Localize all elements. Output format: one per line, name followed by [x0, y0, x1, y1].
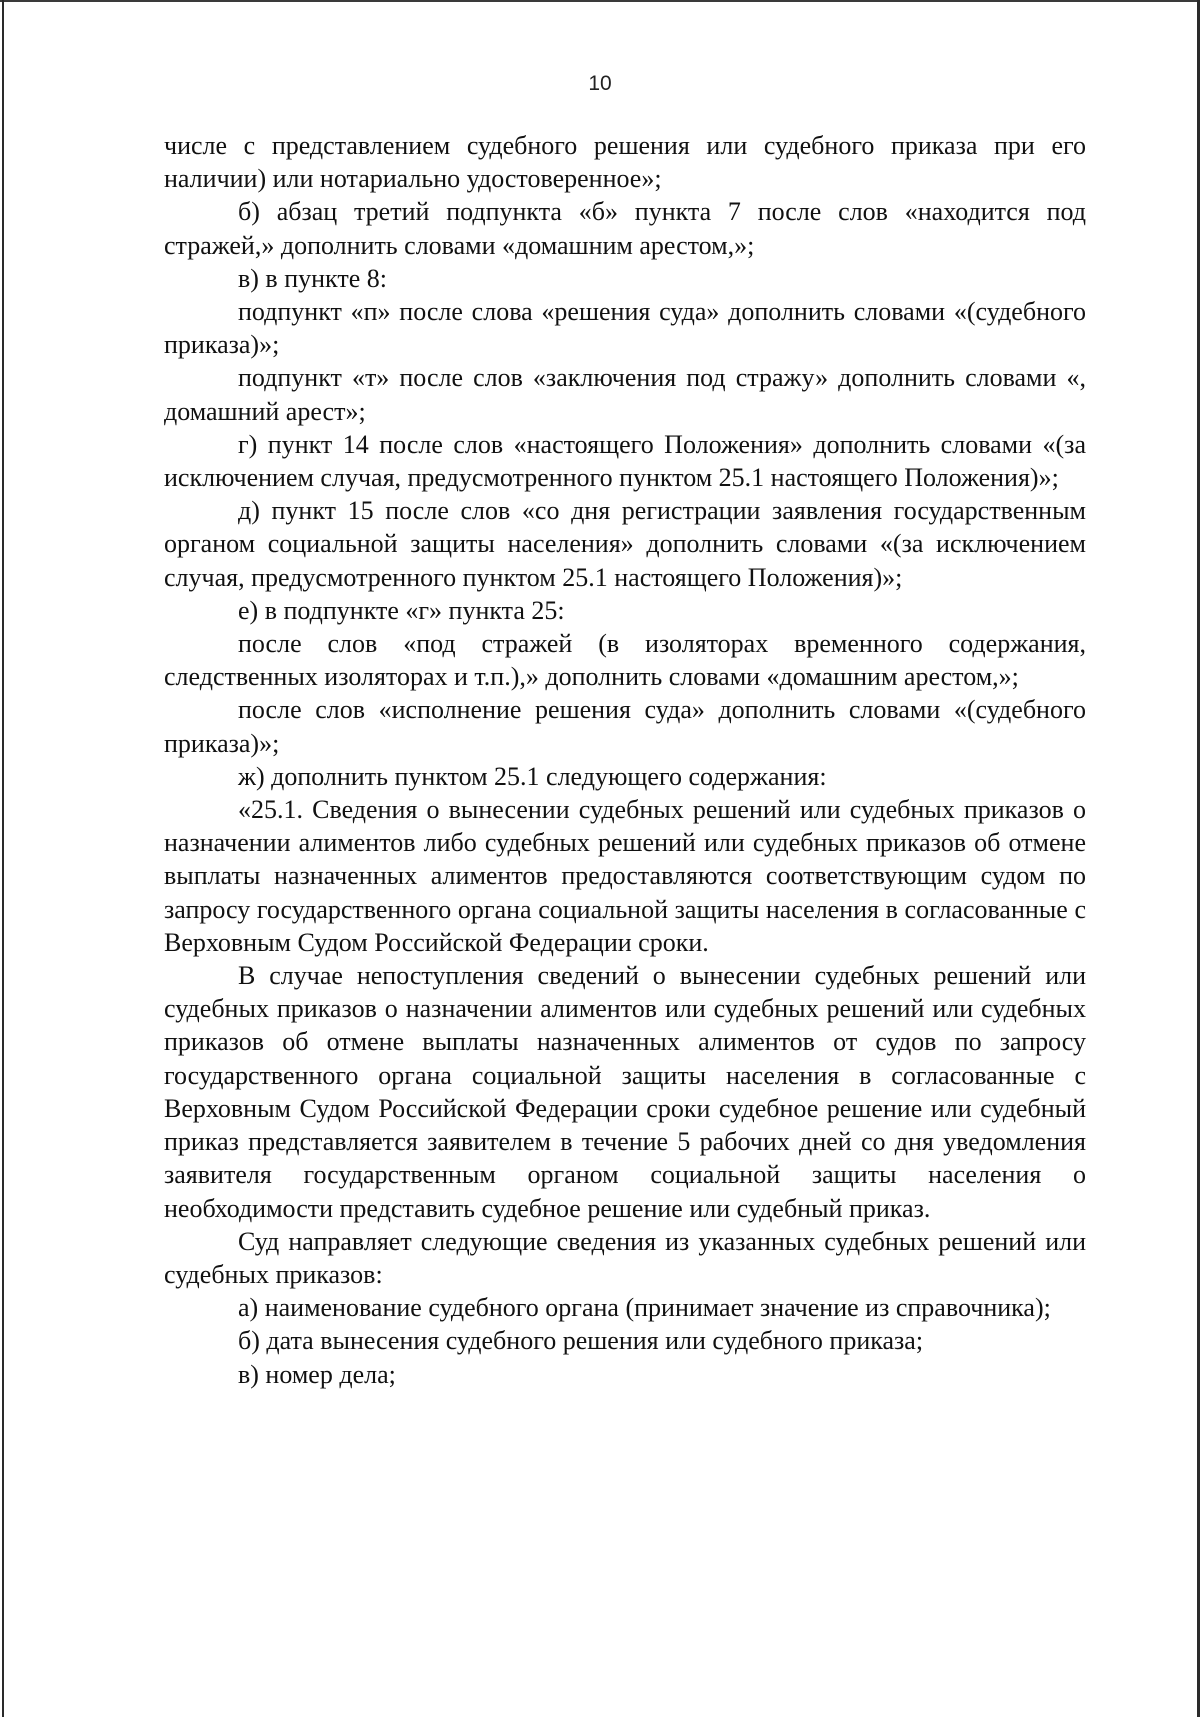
paragraph: б) абзац третий подпункта «б» пункта 7 после слов «находится под стражей,» дополнить словами «домашним арестом,»; [164, 197, 1086, 260]
paragraph: числе с представлением судебного решения или судебного приказа при его наличии) или нотариально удостоверенное»; [164, 131, 1086, 194]
paragraph: после слов «под стражей (в изоляторах временного содержания, следственных изоляторах и т.п.),» дополнить словами «домашним арестом,»; [164, 629, 1086, 692]
paragraph: е) в подпункте «г» пункта 25: [238, 595, 565, 625]
paragraph: В случае непоступления сведений о вынесении судебных решений или судебных приказов о назначении алиментов или судебных решений или судебных приказов об отмене выплаты назначенных алиментов от судов по запросу государственного органа социальной защиты населения в согласованные с Верховным Судом Российской Федерации сроки судебное решение или судебный приказ представляется заявителем в течение 5 рабочих дней со дня уведомления заявителя государственным органом социальной защиты населения о необходимости представить судебное решение или судебный приказ. [164, 961, 1086, 1223]
page-number: 10 [588, 72, 612, 95]
paragraph: а) наименование судебного органа (принимает значение из справочника); [238, 1293, 1051, 1323]
paragraph: «25.1. Сведения о вынесении судебных решений или судебных приказов о назначении алиментов либо судебных решений или судебных приказов об отмене выплаты назначенных алиментов предоставляются соответствующим судом по запросу государственного органа социальной защиты населения в согласованные с Верховным Судом Российской Федерации сроки. [164, 795, 1086, 957]
scan-edge-top [0, 0, 1200, 2]
document-body [164, 129, 1086, 1391]
paragraph: г) пункт 14 после слов «настоящего Положения» дополнить словами «(за исключением случая, предусмотренного пунктом 25.1 настоящего Положения)»; [164, 429, 1086, 493]
paragraph: подпункт «п» после слова «решения суда» дополнить словами «(судебного приказа)»; [164, 297, 1086, 360]
paragraph: подпункт «т» после слов «заключения под стражу» дополнить словами «, домашний арест»; [164, 363, 1086, 426]
scan-edge-left [2, 0, 4, 1717]
paragraph: д) пункт 15 после слов «со дня регистрации заявления государственным органом социальной защиты населения» дополнить словами «(за исключением случая, предусмотренного пунктом 25.1 настоящего Положения)»; [164, 496, 1086, 592]
paragraph: б) дата вынесения судебного решения или судебного приказа; [238, 1326, 924, 1356]
paragraph: после слов «исполнение решения суда» дополнить словами «(судебного приказа)»; [164, 695, 1086, 758]
paragraph: ж) дополнить пунктом 25.1 следующего содержания: [238, 761, 827, 791]
paragraph: в) номер дела; [238, 1359, 396, 1389]
paragraph: Суд направляет следующие сведения из указанных судебных решений или судебных приказов: [164, 1226, 1086, 1289]
paragraph: в) в пункте 8: [238, 263, 387, 293]
